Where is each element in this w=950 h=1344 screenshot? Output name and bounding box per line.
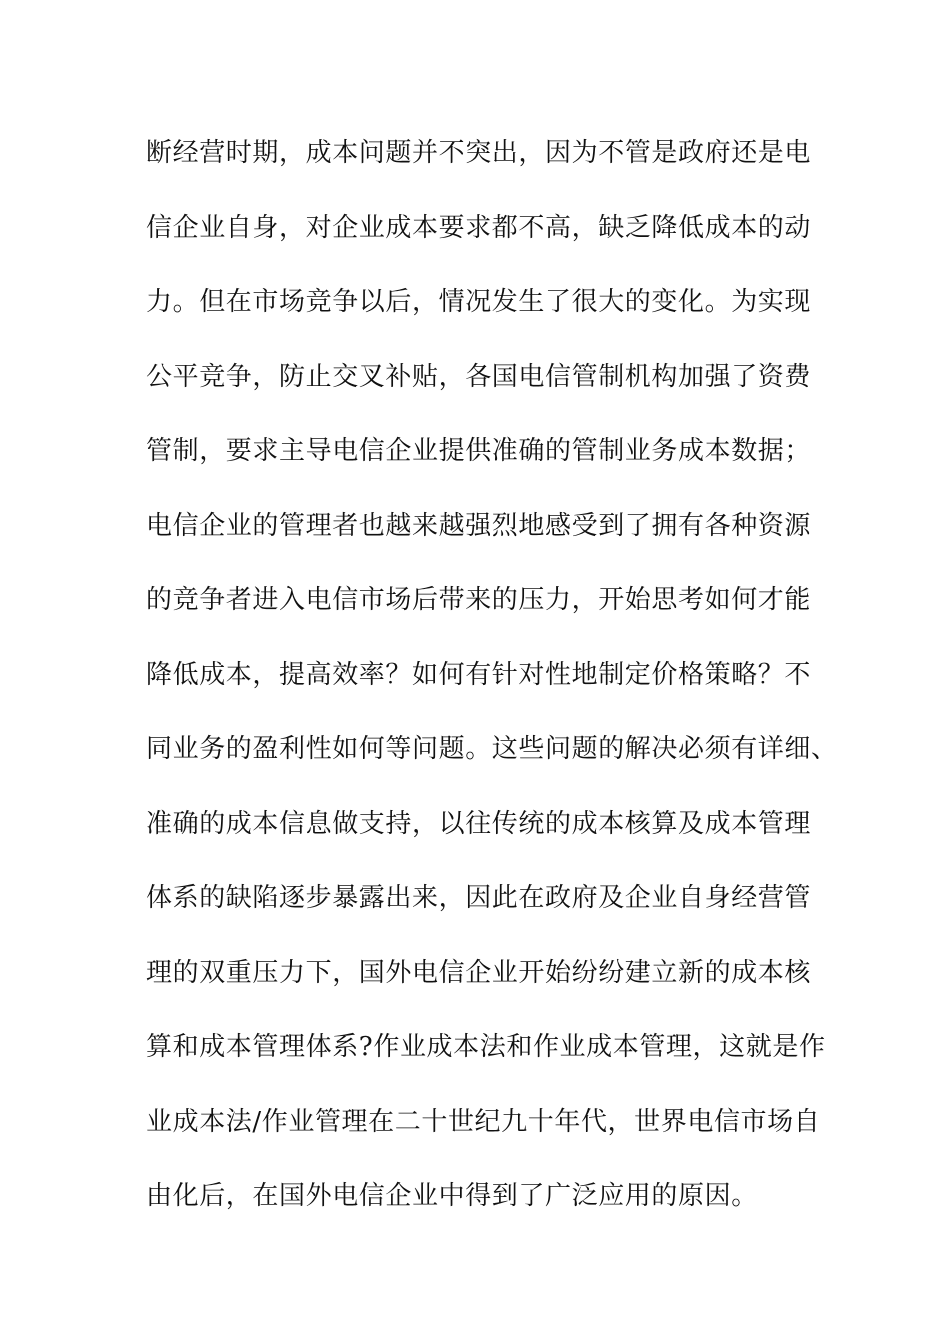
text-line: 同业务的盈利性如何等问题。这些问题的解决必须有详细、	[146, 734, 838, 764]
text-line: 降低成本，提高效率？如何有针对性地制定价格策略？不	[146, 659, 812, 690]
text-line: 由化后，在国外电信企业中得到了广泛应用的原因。	[146, 1181, 758, 1211]
text-line: 断经营时期，成本问题并不突出，因为不管是政府还是电	[146, 138, 812, 168]
text-line: 的竞争者进入电信市场后带来的压力，开始思考如何才能	[146, 585, 812, 615]
text-line: 管制，要求主导电信企业提供准确的管制业务成本数据；	[146, 436, 812, 466]
body-paragraph	[146, 125, 838, 1243]
text-line: 体系的缺陷逐步暴露出来，因此在政府及企业自身经营管	[146, 883, 812, 913]
text-line: 业成本法/作业管理在二十世纪九十年代，世界电信市场自	[146, 1106, 821, 1137]
text-line: 力。但在市场竞争以后，情况发生了很大的变化。为实现	[146, 287, 812, 317]
text-line: 电信企业的管理者也越来越强烈地感受到了拥有各种资源	[146, 510, 812, 541]
text-line: 准确的成本信息做支持，以往传统的成本核算及成本管理	[146, 808, 812, 839]
text-line: 信企业自身，对企业成本要求都不高，缺乏降低成本的动	[146, 212, 812, 243]
text-line: 公平竞争，防止交叉补贴，各国电信管制机构加强了资费	[146, 361, 812, 392]
text-line: 算和成本管理体系?作业成本法和作业成本管理，这就是作	[146, 1032, 826, 1062]
text-line: 理的双重压力下，国外电信企业开始纷纷建立新的成本核	[146, 957, 812, 988]
